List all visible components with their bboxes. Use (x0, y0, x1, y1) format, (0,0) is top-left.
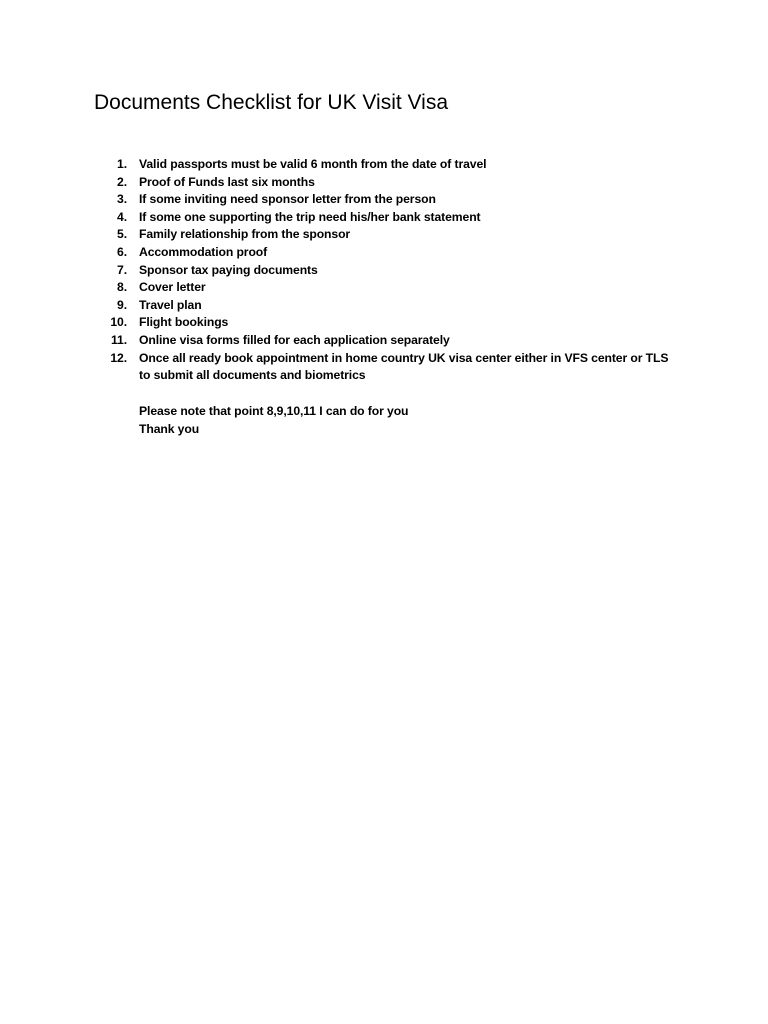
item-number: 4. (117, 209, 127, 224)
item-number: 7. (117, 262, 127, 277)
item-number: 9. (117, 297, 127, 312)
item-text: Travel plan (139, 297, 202, 312)
closing-text: Thank you (139, 421, 200, 436)
item-text: Sponsor tax paying documents (139, 262, 318, 277)
item-number: 5. (117, 227, 127, 242)
item-number: 2. (117, 174, 127, 189)
list-item (104, 314, 704, 332)
note-text: Please note that point 8,9,10,11 I can do for you (139, 404, 409, 418)
list-item (104, 174, 704, 192)
item-text: If some inviting need sponsor letter from the person (139, 192, 436, 207)
list-item (104, 262, 704, 280)
item-number: 11. (111, 332, 127, 347)
item-text: Once all ready book appointment in home country UK visa center either in VFS center or TLS to submit all documents and biometrics (139, 350, 669, 383)
item-text: Online visa forms filled for each application separately (139, 332, 450, 347)
item-number: 10. (110, 315, 127, 330)
item-number: 1. (117, 157, 127, 171)
list-item (104, 279, 704, 297)
list-item (104, 226, 704, 244)
item-text: Proof of Funds last six months (139, 174, 315, 189)
list-item (104, 350, 704, 385)
list-item (104, 209, 704, 227)
list-item (104, 332, 704, 350)
list-item (104, 297, 704, 315)
list-item (104, 191, 704, 209)
item-number: 8. (117, 280, 127, 295)
item-number: 6. (117, 244, 127, 259)
item-number: 12. (110, 350, 127, 365)
item-text: Flight bookings (139, 315, 229, 330)
item-text: If some one supporting the trip need his/her bank statement (139, 209, 481, 224)
item-number: 3. (117, 192, 127, 207)
item-text: Family relationship from the sponsor (139, 227, 351, 242)
item-text: Cover letter (139, 280, 206, 295)
item-text: Accommodation proof (139, 244, 268, 259)
item-text: Valid passports must be valid 6 month from the date of travel (139, 157, 487, 171)
checklist (104, 156, 704, 385)
list-item (104, 156, 704, 174)
document-title: Documents Checklist for UK Visit Visa (94, 91, 449, 114)
list-item (104, 244, 704, 262)
